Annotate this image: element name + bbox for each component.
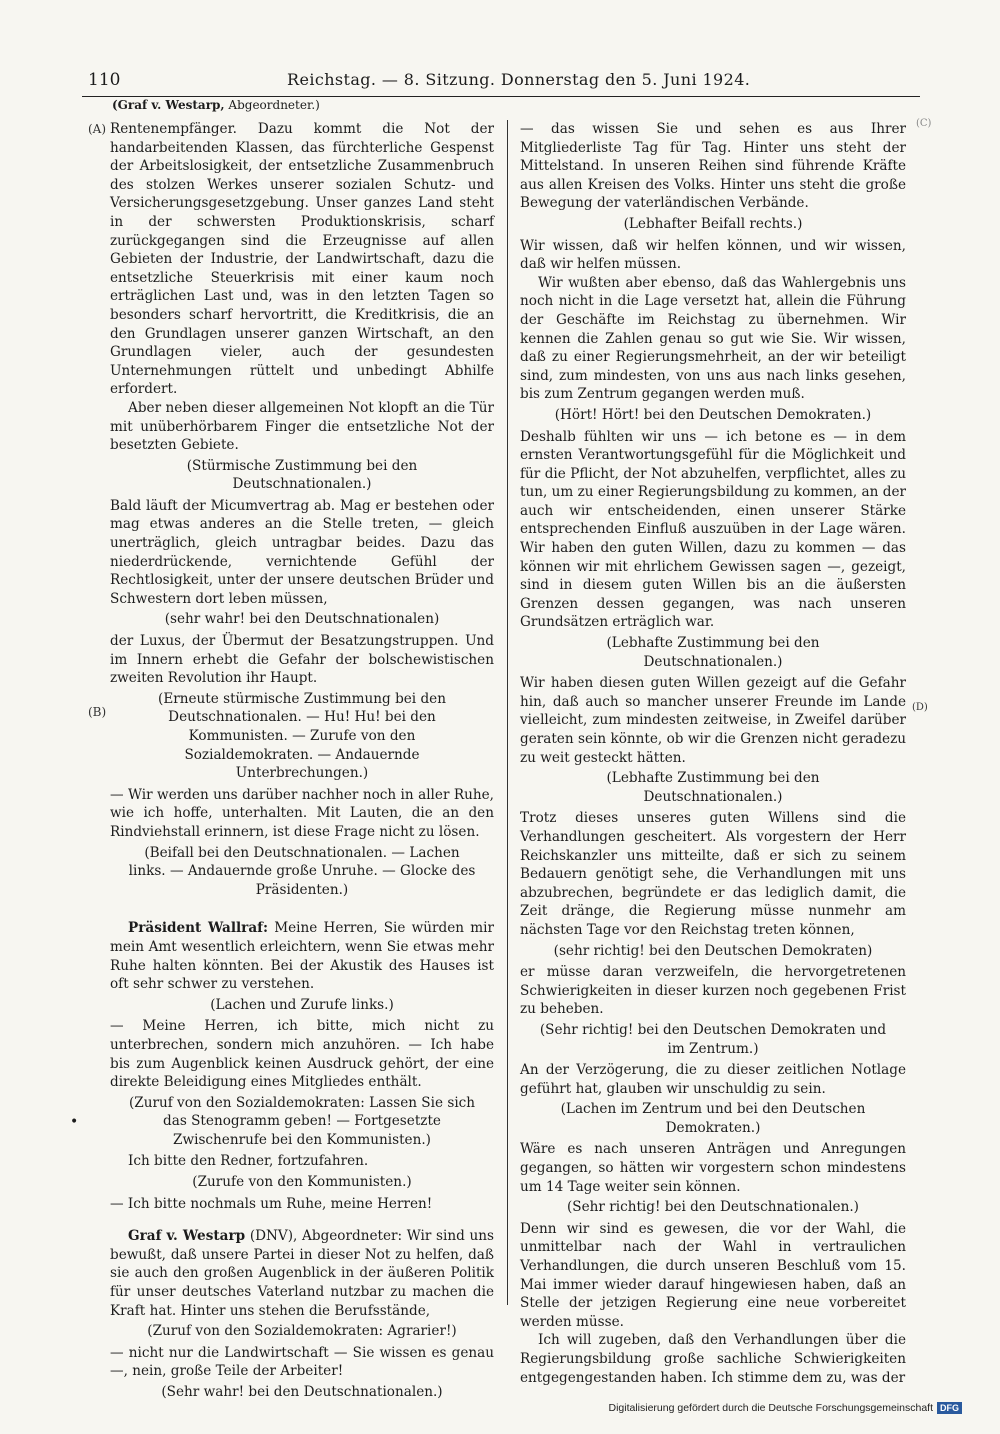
paragraph: Aber neben dieser allgemeinen Not klopft an die Tür mit unüberhörbarem Finger die entsetzliche Not der besetzten Gebiete. <box>110 399 494 454</box>
speaker-name: (Graf v. Westarp, <box>112 98 225 112</box>
paragraph: der Luxus, der Übermut der Besatzungstruppen. Und im Innern erhebt die Gefahr der bolschewistischen zweiten Revolution ihr Haupt. <box>110 633 494 687</box>
running-head: Reichstag. — 8. Sitzung. Donnerstag den 5. Juni 1924. <box>287 70 751 89</box>
remark: (Stürmische Zustimmung bei den Deutschnationalen.) <box>186 457 418 493</box>
paragraph: Ich bitte den Redner, fortzufahren. <box>128 1153 369 1170</box>
president-text: Meine Herren, Sie würden mir mein Amt wesentlich erleichtern, wenn Sie etwas mehr Ruhe halten könnten. Bei der Akustik des Hauses ist oft sehr schwer zu verstehen. <box>110 920 494 993</box>
westarp-paragraph <box>110 1227 494 1320</box>
speaker-continuation <box>112 98 320 112</box>
paragraph: Ich will zugeben, daß den Verhandlungen über die Regierungsbildung große sachliche Schwierigkeiten entgegengestanden haben. Ich stimme dem zu, was der <box>520 1332 906 1386</box>
remark: (sehr richtig! bei den Deutschen Demokraten) <box>553 942 873 959</box>
paragraph: Deshalb fühlten wir uns — ich betone es — in dem ernsten Verantwortungsgefühl für die Möglichkeit und für die Pflicht, der Not abzuhelfen, verpflichtet, alles zu tun, um zu einer Regierungsbildung zu kommen, an der auch wir entscheidenden, einen unserer Stärke entsprechenden Einfluß auszuüben in der Lage wären. Wir haben den guten Willen, dazu zu kommen — das können wir mit ehrlichem Gewissen sagen —, gezeigt, sind in diesem guten Willen bis an die äußersten Grenzen dessen gegangen, was nach unseren Grundsätzen erträglich war. <box>520 428 906 631</box>
remark: (Zuruf von den Sozialdemokraten: Lassen Sie sich das Stenogramm geben! — Fortgesetzte Zwischenrufe bei den Kommunisten.) <box>128 1094 476 1148</box>
paragraph: Bald läuft der Micumvertrag ab. Mag er bestehen oder mag etwas anderes an die Stelle treten, — gleich unerträglich, gleich untragbar beides. Dazu das niederdrückende, vernichtende Gefühl der Rechtlosigkeit, unter der unsere deutschen Brüder und Schwestern dort leben müssen, <box>110 497 494 607</box>
paragraph: — Meine Herren, ich bitte, mich nicht zu unterbrechen, sondern mich anzuhören. — Ich habe bis zum Augenblick keinen Ausdruck gehört, der eine direkte Beleidigung eines Mitgliedes enthält. <box>110 1018 494 1091</box>
paragraph: Wir wußten aber ebenso, daß das Wahlergebnis uns noch nicht in die Lage versetzt hat, allein die Führung der Geschäfte im Reichstag zu übernehmen. Wir kennen die Zahlen genau so gut wie Sie. Wir wissen, daß zu einer Regierungsmehrheit, an der wir beteiligt sind, zum mindesten, von uns aus nach links gesehen, bis zum Zentrum gegangen werden muß. <box>520 274 906 403</box>
footer-text: Digitalisierung gefördert durch die Deutsche Forschungsgemeinschaft <box>608 1402 933 1414</box>
remark: (Erneute stürmische Zustimmung bei den Deutschnationalen. — Hu! Hu! bei den Kommunisten. — Zurufe von den Sozialdemokraten. — Andauernde Unterbrechungen.) <box>158 690 446 782</box>
right-column <box>520 120 906 1387</box>
paragraph: — nicht nur die Landwirtschaft — Sie wissen es genau —, nein, große Teile der Arbeiter! <box>110 1344 494 1380</box>
paragraph: Trotz dieses unseres guten Willens sind die Verhandlungen gescheitert. Als vorgestern der Herr Reichskanzler uns mitteilte, daß er sich zu seinem Bedauern genötigt sehe, die Verhandlungen mit uns abzubrechen, begründete er das lediglich damit, die Zeit dränge, die Regierung müsse nunmehr am nächsten Tage vor den Reichstag treten können, <box>520 810 906 938</box>
remark: (sehr wahr! bei den Deutschnationalen) <box>164 611 440 628</box>
paragraph: — Wir werden uns darüber nachher noch in aller Ruhe, wie ich hoffe, unterhalten. Mit Lauten, die an den Rindviehstall erinnern, ist diese Frage nicht zu lösen. <box>110 786 494 840</box>
paragraph: Rentenempfänger. Dazu kommt die Not der handarbeitenden Klassen, das fürchterliche Gespenst der Arbeitslosigkeit, der entsetzliche Zusammenbruch des stolzen Werkes unserer sozialen Schutz- und Versicherungsgesetzgebung. Unser ganzes Land steht in der schwersten Produktionskrisis, scharf zurückgegangen sind die Erzeugnisse auf allen Gebieten der Industrie, der Landwirtschaft, dazu die entsetzliche Steuerkrisis mit einer kaum noch erträglichen Last und, was in den letzten Tagen so besonders scharf hervortritt, die Kreditkrisis, die an den Grundlagen unserer ganzen Wirtschaft, an den Grundlagen vieler, auch der gesundesten Unternehmungen rüttelt und unbedingt Abhilfe erfordert. <box>110 121 494 398</box>
remark: (Sehr wahr! bei den Deutschnationalen.) <box>161 1384 443 1400</box>
remark: (Hört! Hört! bei den Deutschen Demokraten.) <box>554 406 872 423</box>
paragraph: Wir wissen, daß wir helfen können, und wir wissen, daß wir helfen müssen. <box>520 237 906 273</box>
page-number: 110 <box>88 70 121 90</box>
margin-mark-c: (C) <box>916 118 932 129</box>
remark: (Lachen im Zentrum und bei den Deutschen Demokraten.) <box>560 1101 866 1136</box>
paragraph: — das wissen Sie und sehen es aus Ihrer Mitgliederliste Tag für Tag. Hinter uns steht der Mittelstand. In unseren Reihen sind führende Kräfte aus allen Kreisen des Volks. Hinter uns steht die große Bewegung der vaterländischen Verbände. <box>520 121 906 212</box>
stray-dot: • <box>70 1114 79 1130</box>
paragraph: er müsse daran verzweifeln, die hervorgetretenen Schwierigkeiten in dieser kurzen noch gegebenen Frist zu beheben. <box>520 964 906 1018</box>
speaker-role: Abgeordneter.) <box>228 98 320 112</box>
remark: (Lebhafter Beifall rechts.) <box>623 215 803 232</box>
remark: (Lachen und Zurufe links.) <box>210 996 394 1013</box>
westarp-label: Graf v. Westarp <box>128 1228 246 1245</box>
remark: (Zurufe von den Kommunisten.) <box>192 1174 412 1191</box>
remark: (Sehr richtig! bei den Deutschnationalen.) <box>567 1199 859 1216</box>
paragraph: An der Verzögerung, die zu dieser zeitlichen Notlage geführt hat, glauben wir unschuldig zu sein. <box>520 1062 906 1097</box>
remark: (Beifall bei den Deutschnationalen. — Lachen links. — Andauernde große Unruhe. — Glocke des Präsidenten.) <box>128 844 476 898</box>
paragraph: — Ich bitte nochmals um Ruhe, meine Herren! <box>110 1195 433 1212</box>
margin-mark-d: (D) <box>912 702 928 713</box>
page-header <box>82 70 920 96</box>
margin-mark-a: (A) <box>88 122 107 136</box>
paragraph: Wäre es nach unseren Anträgen und Anregungen gegangen, so hätten wir vorgestern schon mindestens um 14 Tage weiter sein können. <box>520 1141 906 1195</box>
president-paragraph <box>110 919 494 993</box>
column-divider <box>507 120 508 1305</box>
remark: (Lebhafte Zustimmung bei den Deutschnationalen.) <box>606 770 820 805</box>
dfg-logo: DFG <box>937 1402 962 1414</box>
footer <box>608 1402 962 1414</box>
president-label: Präsident Wallraf: <box>128 920 268 937</box>
paragraph: Wir haben diesen guten Willen gezeigt auf die Gefahr hin, daß auch so mancher unserer Freunde im Lande vielleicht, zum mindesten zeitweise, in Zweifel darüber geraten sein könnte, ob wir die Grenzen nicht geradezu zu weit gesteckt hätten. <box>520 675 906 766</box>
westarp-text: (DNV), Abgeordneter: Wir sind uns bewußt, daß unsere Partei in dieser Not zu helfen, daß sie auch den großen Augenblick in der äußeren Politik für unser deutsches Vaterland nutzbar zu machen die Kraft hat. Hinter uns stehen die Berufsstände, <box>110 1228 495 1319</box>
left-column <box>110 120 494 1405</box>
remark: (Sehr richtig! bei den Deutschen Demokraten und im Zentrum.) <box>539 1021 887 1057</box>
remark: (Zuruf von den Sozialdemokraten: Agrarier!) <box>147 1323 457 1340</box>
header-rule <box>82 96 920 97</box>
paragraph: Denn wir sind es gewesen, die vor der Wahl, die unmittelbar nach der Wahl in vertraulichen Verhandlungen, die durch unseren Beschluß vom 15. Mai immer wieder darauf hingewiesen haben, daß an Stelle der jetzigen Regierung eine neue vorbereitet werden müsse. <box>520 1220 906 1330</box>
margin-mark-b: (B) <box>88 705 107 719</box>
remark: (Lebhafte Zustimmung bei den Deutschnationalen.) <box>606 635 820 670</box>
